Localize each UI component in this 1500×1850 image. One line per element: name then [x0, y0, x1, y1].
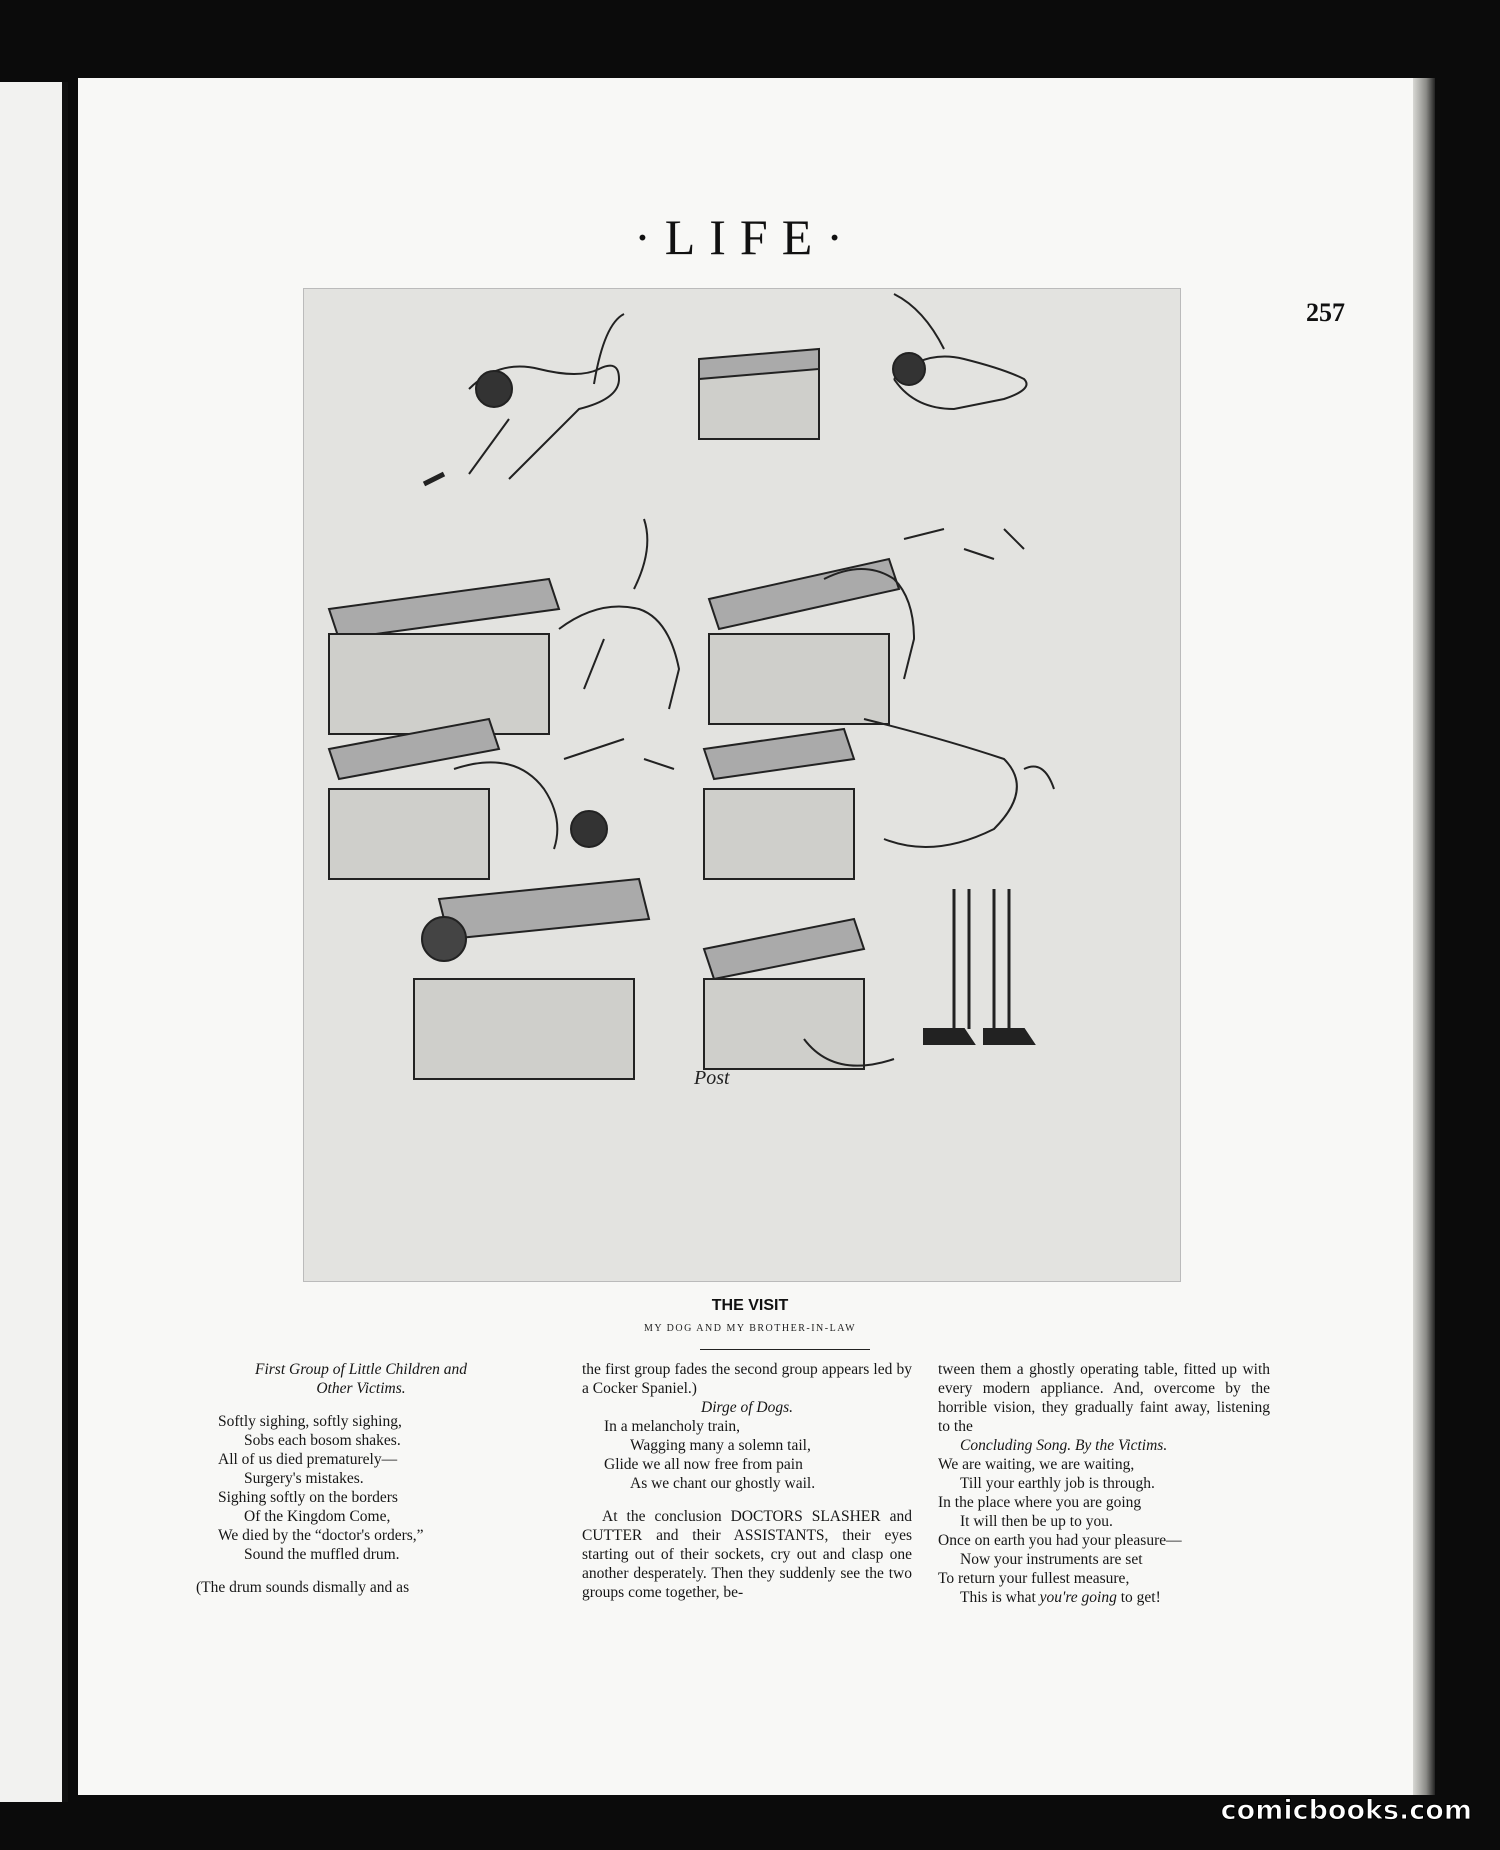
verse-line: Wagging many a solemn tail, [630, 1437, 811, 1454]
column2-heading: Dirge of Dogs. [701, 1399, 793, 1416]
verse-line: In a melancholy train, [604, 1418, 741, 1435]
caption-rule [700, 1349, 870, 1350]
panel-1-dog-running [424, 314, 624, 484]
verse-line-final: This is what you're going to get! [960, 1589, 1161, 1606]
verse-line: Sound the muffled drum. [244, 1546, 400, 1563]
comic-illustration [303, 288, 1181, 1282]
column3-prose: tween them a ghostly operating table, fitted up with every modern appliance. And, overcome by the horrible vision, they gradually faint away, listening to the [938, 1361, 1270, 1435]
column2-prose-2: At the conclusion DOCTORS SLASHER and CUTTER and their ASSISTANTS, their eyes starting out of their sockets, cry out and clasp one another desperately. Then they suddenly see the two groups come together, be- [582, 1508, 912, 1601]
verse-line: As we chant our ghostly wail. [630, 1475, 816, 1492]
verse-line: It will then be up to you. [960, 1513, 1113, 1530]
verse-line: To return your fullest measure, [938, 1570, 1130, 1587]
verse-line: Sobs each bosom shakes. [244, 1432, 401, 1449]
masthead: ·LIFE· [634, 209, 857, 265]
verse-line: Till your earthly job is through. [960, 1475, 1155, 1492]
verse-line: We are waiting, we are waiting, [938, 1456, 1135, 1473]
page-number: 257 [1306, 298, 1345, 327]
column1-heading-line1: First Group of Little Children and [255, 1361, 467, 1378]
artist-signature: Post [694, 1067, 730, 1089]
verse-line: In the place where you are going [938, 1494, 1142, 1511]
adjacent-page-edge [0, 82, 68, 1802]
panel-8-legs-and-suitcase [704, 889, 1034, 1069]
text-column-1 [196, 1360, 526, 1597]
panel-7-dog-in-suitcase [414, 879, 649, 1079]
verse-line: Of the Kingdom Come, [244, 1508, 391, 1525]
caption-subtitle: MY DOG AND MY BROTHER-IN-LAW [643, 1323, 857, 1334]
page-binding-shadow [1413, 78, 1435, 1795]
column2-prose-1: the first group fades the second group appears led by a Cocker Spaniel.) [582, 1361, 912, 1397]
illustration-drawing [304, 289, 1180, 1281]
verse-line: Softly sighing, softly sighing, [218, 1413, 402, 1430]
column3-heading: Concluding Song. By the Victims. [960, 1437, 1168, 1454]
verse-line: Surgery's mistakes. [244, 1470, 364, 1487]
verse-line: Now your instruments are set [960, 1551, 1143, 1568]
verse-line: We died by the “doctor's orders,” [218, 1527, 424, 1544]
stage-direction: (The drum sounds dismally and as [196, 1579, 410, 1596]
panel-5-items-flying [329, 719, 674, 879]
verse-line: Sighing softly on the borders [218, 1489, 398, 1506]
verse-line: Glide we all now free from pain [604, 1456, 803, 1473]
verse-line: All of us died prematurely— [218, 1451, 398, 1468]
panel-3-suitcase-dog-digging [329, 519, 679, 734]
verse-line: Once on earth you had your pleasure— [938, 1532, 1182, 1549]
column1-heading-line2: Other Victims. [316, 1380, 406, 1397]
text-column-2 [582, 1360, 912, 1602]
caption-title: THE VISIT [711, 1297, 789, 1314]
panel-4-dog-throwing-items [709, 529, 1024, 724]
watermark: comicbooks.com [1220, 1795, 1472, 1826]
panel-6-pile-of-clothes [704, 719, 1054, 879]
panel-2-suitcase-dog [699, 294, 1027, 439]
text-column-3 [938, 1360, 1270, 1607]
